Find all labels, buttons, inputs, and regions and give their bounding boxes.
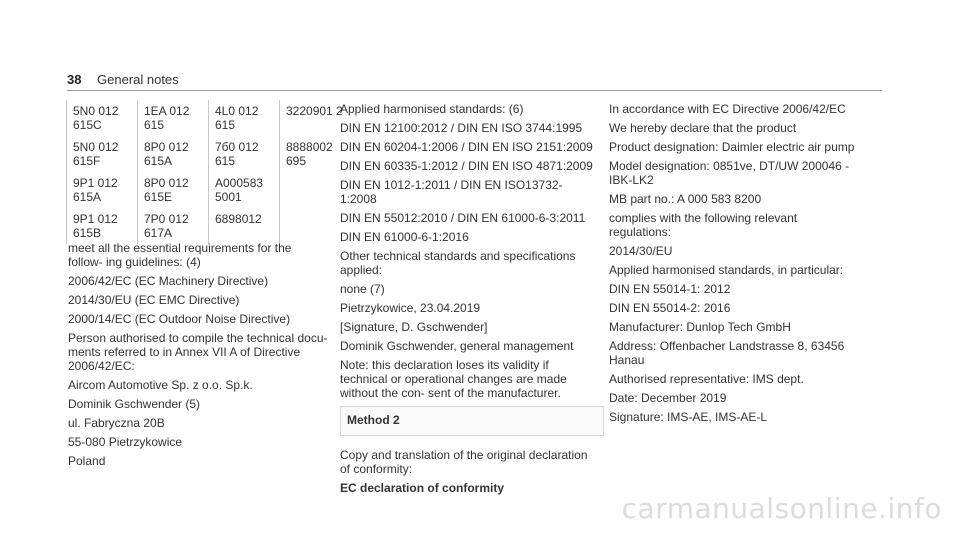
paragraph: Copy and translation of the original declaration of conformity:	[340, 448, 588, 476]
paragraph: DIN EN 60204-1:2006 / DIN EN ISO 2151:2009	[340, 140, 593, 154]
paragraph: Authorised representative: IMS dept.	[609, 372, 804, 386]
left-column-text	[68, 241, 328, 473]
page-number: 38	[67, 72, 82, 87]
paragraph: Poland	[68, 454, 106, 468]
paragraph: 2014/30/EU (EC EMC Directive)	[68, 293, 240, 307]
table-cell: A000583 5001	[209, 172, 280, 208]
paragraph: Dominik Gschwender (5)	[68, 397, 201, 411]
paragraph: [Signature, D. Gschwender]	[340, 320, 488, 334]
paragraph: 2006/42/EC (EC Machinery Directive)	[68, 274, 269, 288]
table-cell: 8P0 012 615E	[138, 172, 209, 208]
header-divider	[67, 90, 882, 91]
paragraph: complies with the following relevant regulations:	[609, 211, 798, 239]
table-row	[67, 100, 351, 136]
watermark: carmanualsonline.info	[621, 492, 942, 525]
paragraph: none (7)	[340, 282, 385, 296]
table-cell: 7б0 012 615	[209, 136, 280, 172]
table-cell: 4L0 012 615	[209, 100, 280, 136]
paragraph: 55-080 Pietrzykowice	[68, 435, 183, 449]
paragraph: DIN EN 55014-2: 2016	[609, 301, 731, 315]
paragraph: DIN EN 55012:2010 / DIN EN 61000-6-3:2011	[340, 211, 586, 225]
paragraph: Dominik Gschwender, general management	[340, 339, 574, 353]
table-cell: 3220901 2	[280, 100, 351, 136]
paragraph: Applied harmonised standards: (6)	[340, 102, 524, 116]
paragraph: Product designation: Daimler electric air pump	[609, 140, 855, 154]
paragraph: Signature: IMS-AE, IMS-AE-L	[609, 410, 768, 424]
paragraph: DIN EN 12100:2012 / DIN EN ISO 3744:1995	[340, 121, 583, 135]
section-title: General notes	[97, 72, 179, 87]
paragraph: ul. Fabryczna 20B	[68, 416, 165, 430]
paragraph: We hereby declare that the product	[609, 121, 797, 135]
ec-declaration-heading: EC declaration of conformity	[340, 481, 505, 495]
paragraph: meet all the essential requirements for the follow‐ ing guidelines: (4)	[68, 241, 292, 269]
right-column-text	[609, 102, 861, 429]
table-cell: 6898012	[209, 208, 280, 244]
paragraph: DIN EN 55014-1: 2012	[609, 282, 731, 296]
method-2-box: Method 2	[340, 406, 604, 436]
table-cell: 8P0 012 615A	[138, 136, 209, 172]
paragraph: Address: Offenbacher Landstrasse 8, 63456 Hanau	[609, 339, 845, 367]
paragraph: Manufacturer: Dunlop Tech GmbH	[609, 320, 791, 334]
paragraph: In accordance with EC Directive 2006/42/EC	[609, 102, 846, 116]
table-cell: 9P1 012 615B	[67, 208, 138, 244]
table-cell: 9P1 012 615A	[67, 172, 138, 208]
paragraph: Model designation: 0851ve, DT/UW 200046 - IBK-LK2	[609, 159, 850, 187]
paragraph: DIN EN 61000-6-1:2016	[340, 230, 469, 244]
table-cell: 1EA 012 615	[138, 100, 209, 136]
paragraph: DIN EN 1012-1:2011 / DIN EN ISO13732-1:2008	[340, 178, 563, 206]
table-cell: 8888002 695	[280, 136, 351, 172]
part-numbers-table	[66, 100, 350, 244]
page-header	[0, 0, 960, 96]
paragraph: Pietrzykowice, 23.04.2019	[340, 301, 481, 315]
paragraph: 2000/14/EC (EC Outdoor Noise Directive)	[68, 312, 291, 326]
paragraph: Note: this declaration loses its validity if technical or operational changes are made without the con‐ sent of the manufacturer.	[340, 358, 567, 400]
table-row	[67, 136, 351, 172]
paragraph: Applied harmonised standards, in particular:	[609, 263, 844, 277]
paragraph: Person authorised to compile the technical docu‐ ments referred to in Annex VII A of Directive 2006/42/EC:	[68, 331, 328, 373]
table-row	[67, 208, 351, 244]
paragraph: Aircom Automotive Sp. z o.o. Sp.k.	[68, 378, 253, 392]
paragraph: 2014/30/EU	[609, 244, 673, 258]
table-cell: 5N0 012 615C	[67, 100, 138, 136]
table-row	[67, 172, 351, 208]
table-cell: 5N0 012 615F	[67, 136, 138, 172]
paragraph: MB part no.: A 000 583 8200	[609, 192, 762, 206]
middle-column-text	[340, 102, 598, 500]
paragraph: Other technical standards and specifications applied:	[340, 249, 576, 277]
table-cell: 7P0 012 617A	[138, 208, 209, 244]
paragraph: DIN EN 60335-1:2012 / DIN EN ISO 4871:2009	[340, 159, 593, 173]
paragraph: Date: December 2019	[609, 391, 727, 405]
